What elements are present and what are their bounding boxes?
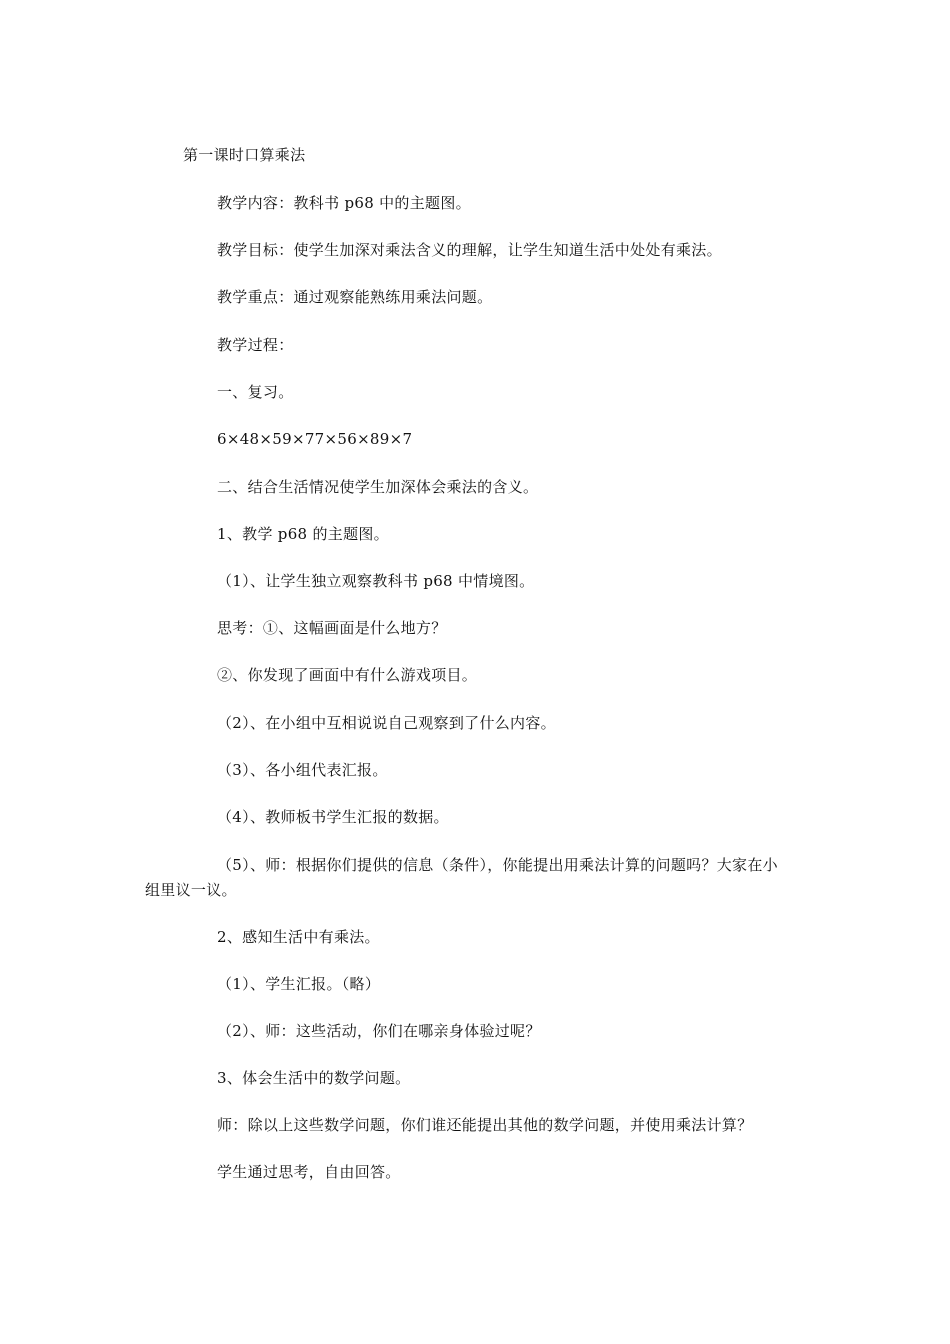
think-question-one: 思考：①、这幅画面是什么地方？ bbox=[217, 619, 447, 637]
item-one-sub-one: （1）、让学生独立观察教科书 p68 中情境图。 bbox=[217, 572, 535, 590]
item-two-sub-two: （2）、师：这些活动，你们在哪亲身体验过呢？ bbox=[217, 1022, 541, 1040]
item-one-sub-four: （4）、教师板书学生汇报的数据。 bbox=[217, 808, 449, 826]
teaching-process-heading: 教学过程： bbox=[217, 336, 294, 354]
item-three: 3、体会生活中的数学问题。 bbox=[217, 1069, 411, 1087]
review-heading: 一、复习。 bbox=[217, 383, 294, 401]
teaching-content: 教学内容：教科书 p68 中的主题图。 bbox=[217, 194, 471, 212]
review-exercise: 6×48×59×77×56×89×7 bbox=[217, 430, 413, 448]
teaching-focus: 教学重点：通过观察能熟练用乘法问题。 bbox=[217, 288, 493, 306]
item-two: 2、感知生活中有乘法。 bbox=[217, 928, 380, 946]
item-one-sub-three: （3）、各小组代表汇报。 bbox=[217, 761, 388, 779]
item-two-sub-one: （1）、学生汇报。（略） bbox=[217, 975, 381, 993]
section-two-heading: 二、结合生活情况使学生加深体会乘法的含义。 bbox=[217, 478, 539, 496]
teacher-question: 师：除以上这些数学问题，你们谁还能提出其他的数学问题，并使用乘法计算？ bbox=[217, 1116, 753, 1134]
item-one: 1、教学 p68 的主题图。 bbox=[217, 525, 389, 543]
item-one-sub-five-line-two: 组里议一议。 bbox=[145, 881, 237, 899]
student-answer: 学生通过思考，自由回答。 bbox=[217, 1163, 401, 1181]
teaching-goal: 教学目标：使学生加深对乘法含义的理解，让学生知道生活中处处有乘法。 bbox=[217, 241, 722, 259]
item-one-sub-five-line-one: （5）、师：根据你们提供的信息（条件），你能提出用乘法计算的问题吗？大家在小 bbox=[217, 856, 778, 874]
think-question-two: ②、你发现了画面中有什么游戏项目。 bbox=[217, 666, 478, 684]
item-one-sub-two: （2）、在小组中互相说说自己观察到了什么内容。 bbox=[217, 714, 556, 732]
lesson-title: 第一课时口算乘法 bbox=[183, 146, 306, 164]
